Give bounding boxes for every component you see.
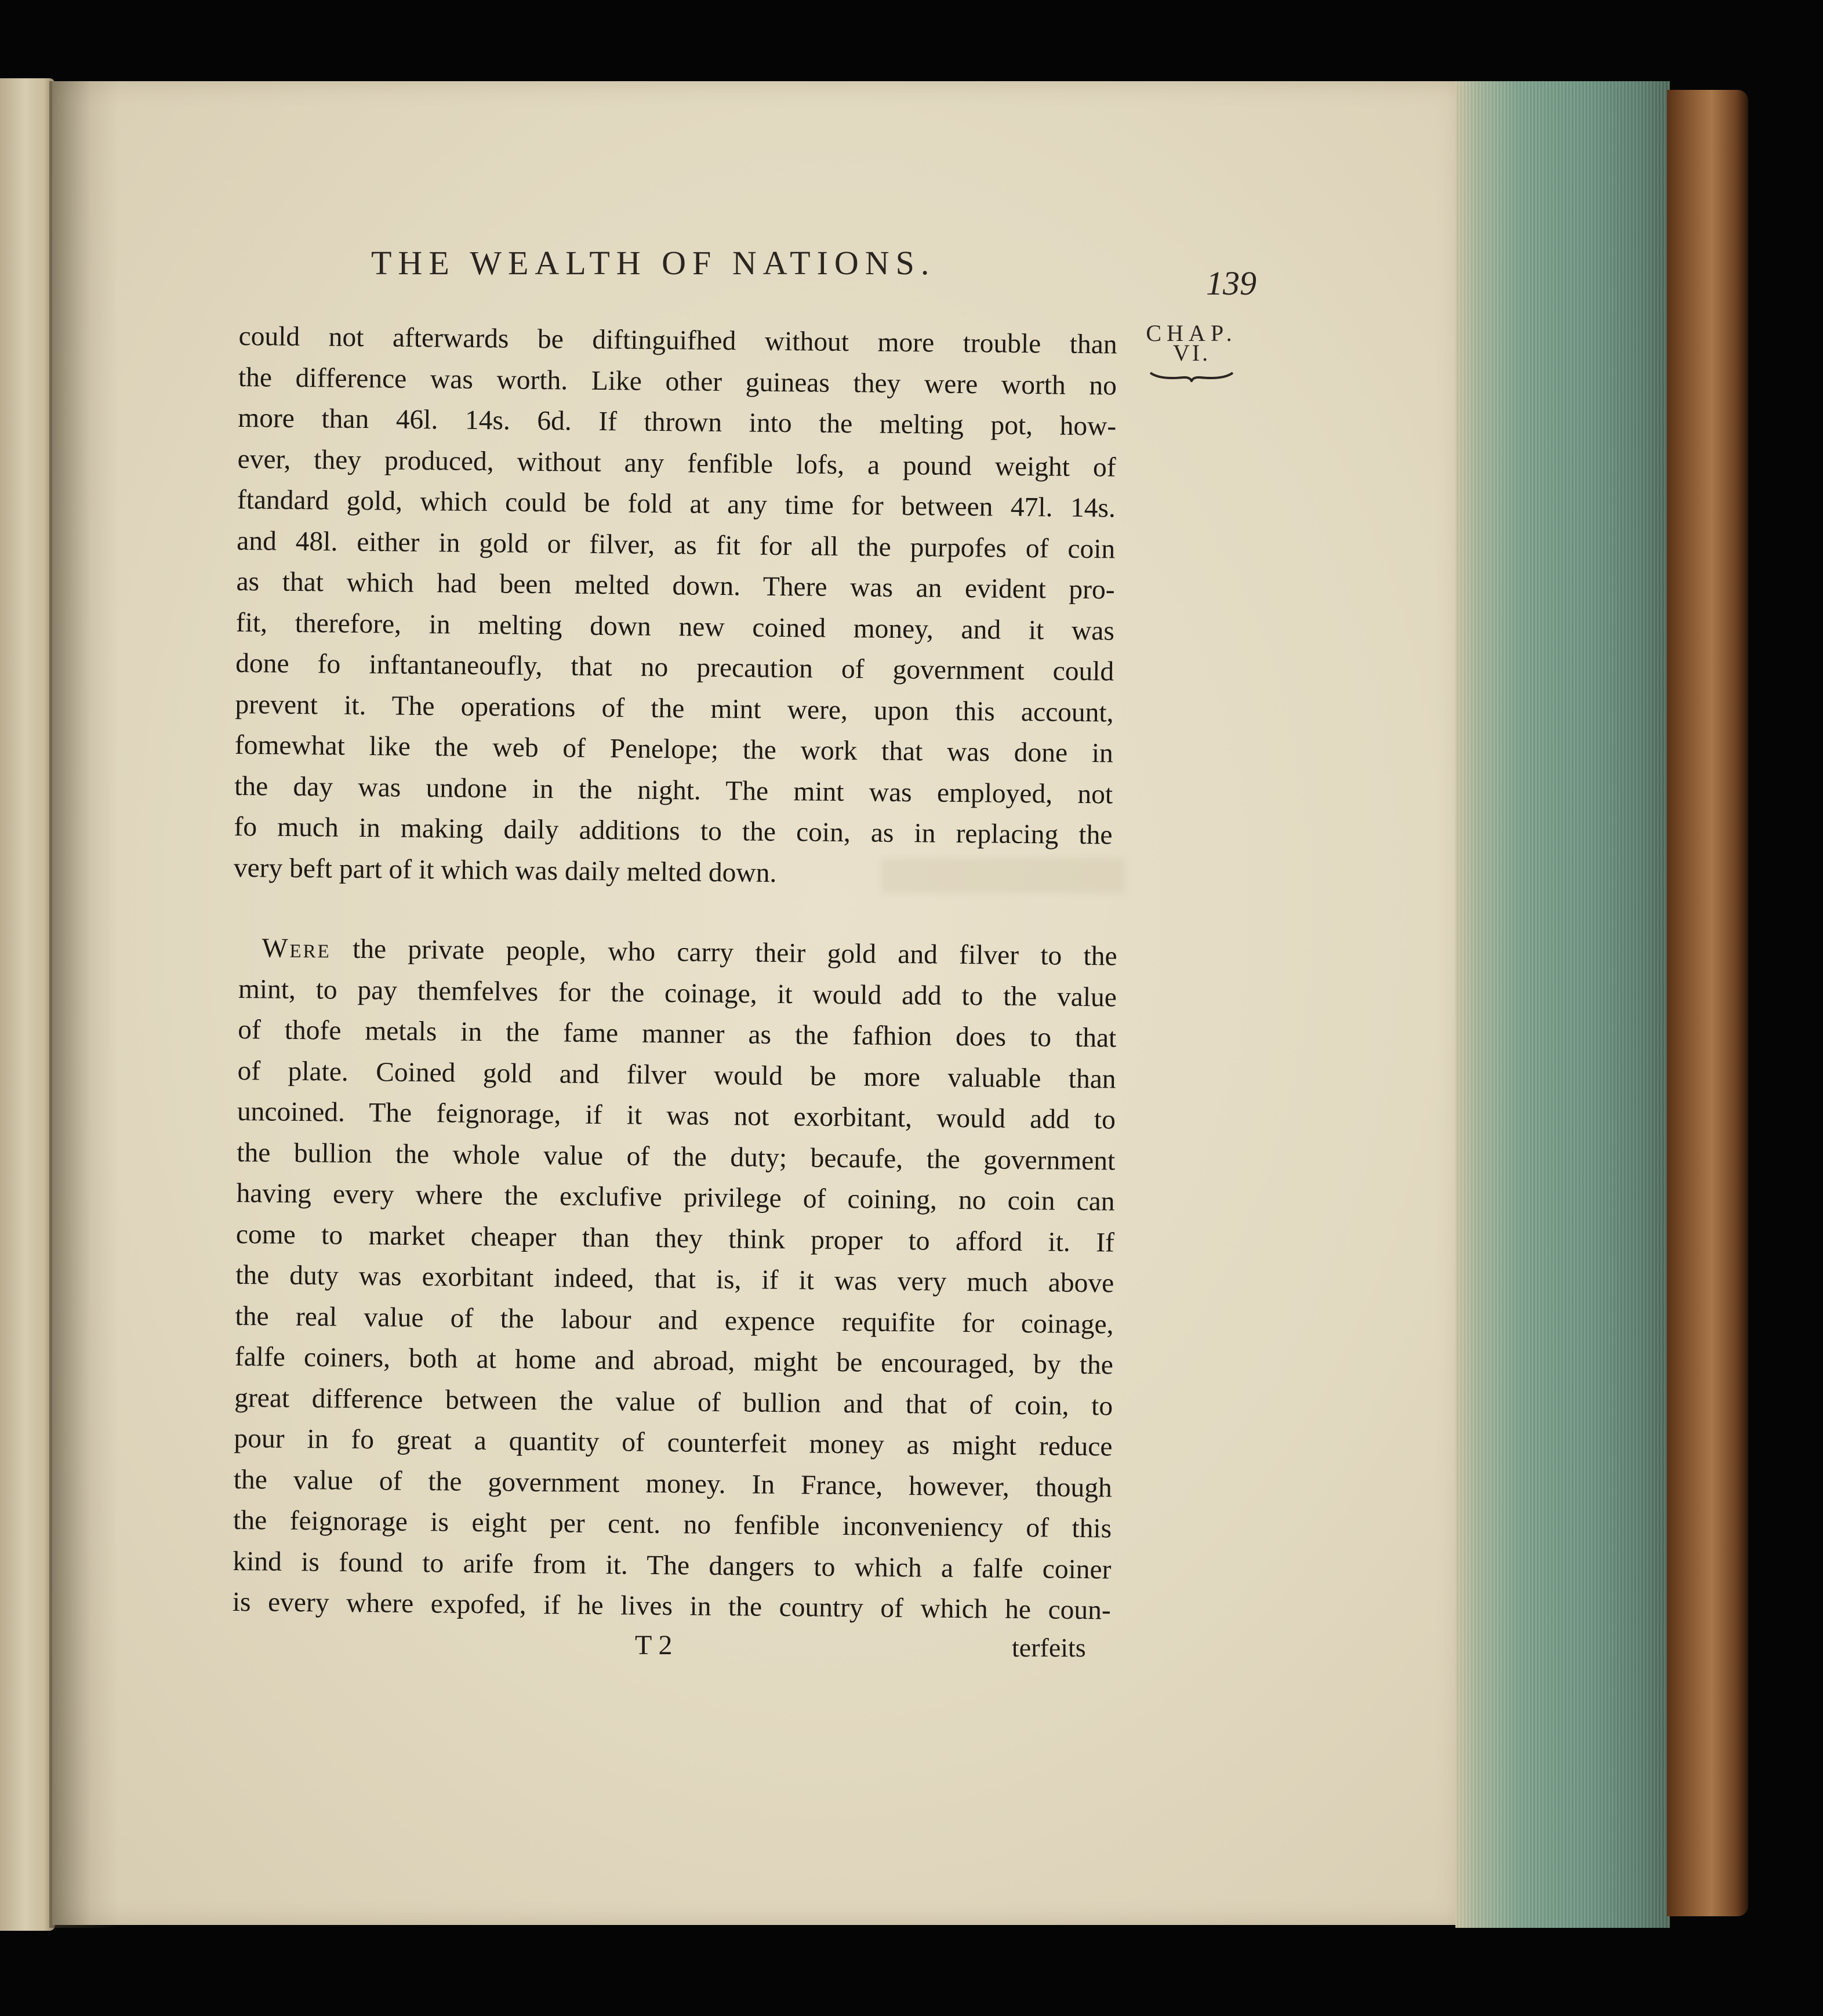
text-line: the difference was worth. Like other guineas they were worth no — [238, 362, 1117, 401]
text-line: the bullion the whole value of the duty; becaufe, the government — [237, 1137, 1116, 1176]
text-line: having every where the exclufive privilege of coining, no coin can — [236, 1178, 1115, 1217]
text-line: ftandard gold, which could be fold at any time for between 47l. 14s. — [237, 484, 1116, 524]
leather-cover — [1667, 90, 1748, 1916]
text-line: fo much in making daily additions to the coin, as in replacing the — [234, 811, 1113, 851]
text-line: more than 46l. 14s. 6d. If thrown into the melting pot, how- — [238, 402, 1117, 442]
text-line: great difference between the value of bullion and that of coin, to — [234, 1382, 1113, 1422]
text-line: as that which had been melted down. There was an evident pro- — [236, 566, 1115, 605]
page-leaves-edge — [1455, 81, 1670, 1928]
text-line: prevent it. The operations of the mint were, upon this account, — [235, 689, 1114, 728]
text-line: the feignorage is eight per cent. no fenfible inconveniency of this — [233, 1505, 1112, 1544]
chapter-number: VI. — [1172, 340, 1211, 366]
text-line-last: very beft part of it which was daily melted down. — [233, 852, 777, 888]
paragraph-1 — [234, 316, 1117, 896]
running-head: THE WEALTH OF NATIONS. — [371, 244, 936, 282]
chapter-label: CHAP. — [1146, 320, 1237, 346]
text-line: uncoined. The feignorage, if it was not exorbitant, would add to — [237, 1096, 1116, 1135]
text-line: the day was undone in the night. The mint was employed, not — [234, 771, 1113, 810]
text-line: the value of the government money. In France, however, though — [233, 1464, 1113, 1503]
text-line: and 48l. either in gold or filver, as fit for all the purpofes of coin — [237, 525, 1116, 565]
text-line: is every where expofed, if he lives in the country of which he coun- — [232, 1586, 1112, 1626]
paragraph-first-line-rest: the private people, who carry their gold and filver to the — [352, 933, 1117, 972]
text-line: fomewhat like the web of Penelope; the work that was done in — [234, 729, 1114, 769]
left-page-edge — [0, 78, 55, 1931]
text-line: the real value of the labour and expence requifite for coinage, — [235, 1301, 1114, 1340]
text-line: of plate. Coined gold and filver would be more valuable than — [237, 1055, 1116, 1095]
text-line: done fo inftantaneoufly, that no precaution of government could — [235, 648, 1114, 687]
text-line: mint, to pay themfelves for the coinage, it would add to the value — [238, 974, 1117, 1013]
paragraph-2 — [232, 928, 1117, 1631]
gutter-shadow — [49, 81, 119, 1928]
text-line: could not afterwards be diftinguifhed without more trouble than — [238, 321, 1117, 360]
chapter-margin-note — [1136, 322, 1247, 382]
catchword: terfeits — [1012, 1633, 1086, 1662]
text-line: falfe coiners, both at home and abroad, might be encouraged, by the — [234, 1341, 1114, 1381]
text-line: come to market cheaper than they think proper to afford it. If — [235, 1219, 1115, 1258]
signature-mark: T 2 — [635, 1630, 673, 1661]
page-number: 139 — [1206, 264, 1257, 302]
text-line: ever, they produced, without any fenfible lofs, a pound weight of — [237, 444, 1116, 483]
text-line: fit, therefore, in melting down new coined money, and it was — [235, 607, 1115, 646]
paragraph-lead-word: Were — [262, 933, 332, 964]
brace-ornament — [1148, 369, 1235, 382]
text-line: the duty was exorbitant indeed, that is, if it was very much above — [235, 1259, 1114, 1299]
text-line: of thofe metals in the fame manner as the fafhion does to that — [238, 1014, 1117, 1054]
text-line: pour in fo great a quantity of counterfeit money as might reduce — [234, 1423, 1113, 1462]
text-line: kind is found to arife from it. The dangers to which a falfe coiner — [233, 1546, 1112, 1585]
